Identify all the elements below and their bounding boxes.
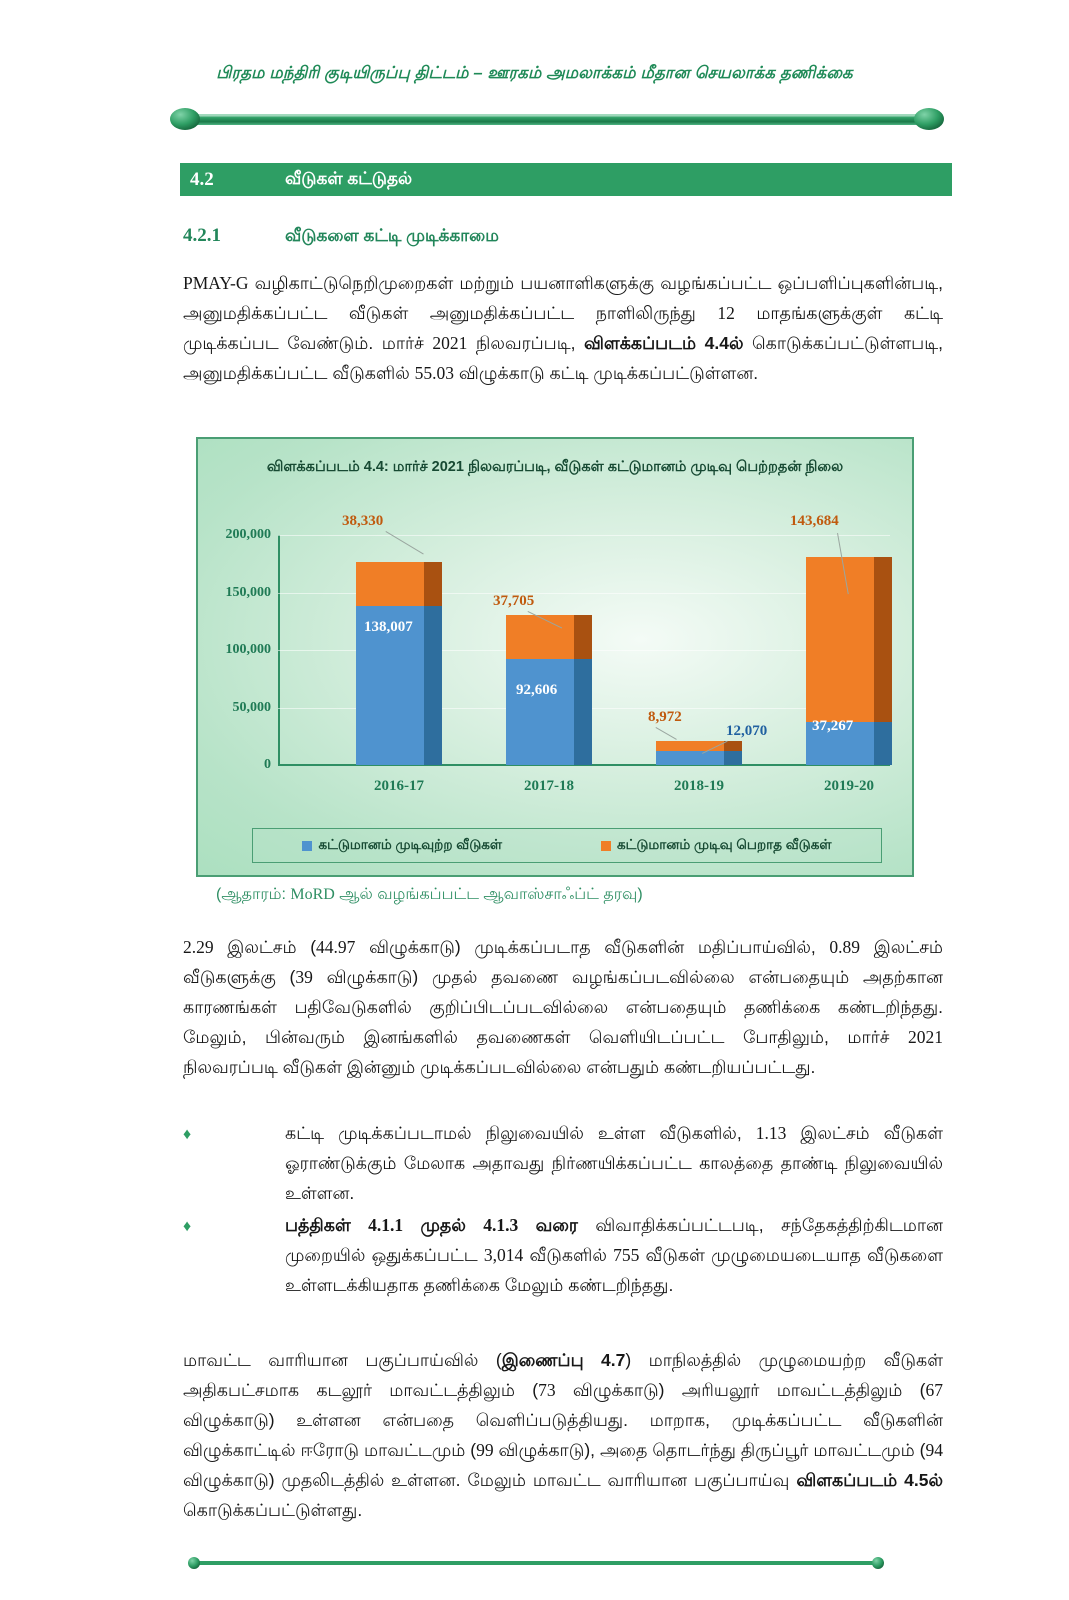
bar-front: [506, 615, 574, 658]
legend-label-completed: கட்டுமானம் முடிவுற்ற வீடுகள்: [318, 836, 503, 852]
b2-seg-f: விவாதிக்கப்பட்டபடி, சந்தேகத்திற்கிடமான முறையில் ஒதுக்கப்பட்ட: [285, 1215, 944, 1265]
legend-item-incomplete: [601, 837, 832, 855]
para1-seg-d: மாதங்களுக்குள் கட்டி முடிக்கப்பட வேண்டும். மார்ச்: [183, 303, 943, 353]
chart-title: விளக்கப்படம் 4.4: மார்ச் 2021 நிலவரப்படி, வீடுகள் கட்டுமானம் முடிவு பெற்றதன் நிலை: [266, 459, 844, 475]
para2-seg-b: இலட்சம் (: [213, 937, 317, 957]
figure-source-caption: [216, 885, 643, 905]
data-label-completed-2019-20: 37,267: [812, 718, 854, 734]
figure-4-4-chart: [196, 437, 914, 877]
para3-seg-a: மாவட்ட வாரியான பகுப்பாய்வில் (: [183, 1350, 502, 1370]
paragraph-district-analysis: [183, 1345, 943, 1525]
running-header: பிரதம மந்திரி குடியிருப்பு திட்டம் – ஊரகம் அமலாக்கம் மீதான செயலாக்க தணிக்கை: [216, 64, 853, 82]
b1-seg-a: கட்டி முடிக்கப்படாமல் நிலுவையில் உள்ள வீடுகளில்,: [285, 1123, 756, 1143]
para3-seg-e: விழுக்காடு) அரியலூர் மாவட்டத்திலும் (: [555, 1380, 926, 1400]
legend-swatch-icon: [302, 841, 312, 851]
subsection-number: 4.2.1: [183, 225, 221, 246]
para3-seg-f: 67: [925, 1380, 944, 1400]
para1-seg-b: வழிகாட்டுநெறிமுறைகள் மற்றும் பயனாளிகளுக்கு வழங்கப்பட்ட ஒப்பளிப்புகளின்படி, அனுமதிக்கப்பட்ட வீடுகள் அனுமதிக்கப்பட்ட நாளிலிருந்து: [183, 273, 943, 323]
paragraph-findings: [183, 932, 943, 1082]
para1-seg-e: 2021: [432, 333, 468, 353]
b2-seg-g: 3,014: [483, 1245, 524, 1265]
subsection-title: வீடுகளை கட்டி முடிக்காமை: [285, 226, 499, 245]
section-title: வீடுகள் கட்டுதல்: [285, 168, 413, 188]
b2-seg-c: முதல்: [403, 1215, 484, 1235]
y-tick-0: 0: [264, 757, 271, 772]
bar-side: [874, 722, 892, 765]
bullet-2-text: [223, 1210, 943, 1300]
para3-annex-ref: இணைப்பு 4.7: [501, 1350, 626, 1370]
bar-side: [724, 751, 742, 765]
bar-side: [574, 615, 592, 658]
diamond-bullet-icon: ♦: [183, 1218, 192, 1235]
para1-seg-c: 12: [717, 303, 735, 323]
bar-segment-completed: [656, 751, 742, 765]
para3-seg-g: விழுக்காடு) உள்ளன என்பதை வெளிப்படுத்தியது. மாறாக, முடிக்கப்பட்ட வீடுகளின் விழுக்காட்டில் ஈரோடு மாவட்டமும் (: [183, 1410, 943, 1460]
paragraph-intro: [183, 268, 943, 388]
bar-segment-incomplete: [656, 741, 742, 751]
bar-segment-completed: [506, 659, 592, 766]
para2-seg-d: விழுக்காடு) முடிக்கப்படாத வீடுகளின் மதிப்பாய்வில்,: [355, 937, 830, 957]
gridline: [278, 535, 890, 536]
data-label-completed-2018-19: 12,070: [726, 723, 768, 739]
b2-seg-a: பத்திகள்: [285, 1215, 369, 1235]
data-label-incomplete-2016-17: 38,330: [342, 513, 384, 529]
header-decorative-rule: [168, 108, 946, 132]
para2-seg-c: 44.97: [316, 937, 356, 957]
b2-seg-b: 4.1.1: [368, 1215, 404, 1235]
chart-plot-area: [225, 513, 890, 794]
para2-seg-a: 2.29: [183, 937, 214, 957]
para1-seg-h: கொடுக்கப்பட்டுள்ளபடி, அனுமதிக்கப்பட்ட வீடுகளில்: [183, 333, 943, 383]
b2-seg-j: வீடுகள் முழுமையடையாத வீடுகளை உள்ளடக்கியதாக தணிக்கை மேலும் கண்டறிந்தது.: [285, 1245, 943, 1295]
bar-side: [724, 741, 742, 751]
para2-seg-h: விழுக்காடு) முதல் தவணை வழங்கப்படவில்லை என்பதையும் அதற்கான காரணங்கள் பதிவேடுகளில் குறிப்பிடப்படவில்லை என்பதையும் தணிக்கை கண்டறிந்தது. மேலும், பின்வரும் இனங்களில் தவணைகள் வெளியிடப்பட்ட போதிலும், மார்ச்: [183, 967, 943, 1047]
y-tick-200000: 200,000: [225, 527, 271, 542]
para3-seg-m: கொடுக்கப்பட்டுள்ளது.: [183, 1500, 363, 1520]
data-label-completed-2016-17: 138,007: [364, 619, 413, 635]
para3-seg-i: விழுக்காடு), அதை தொடர்ந்து திருப்பூர் மாவட்டமும் (: [493, 1440, 926, 1460]
bar-front: [656, 751, 724, 765]
bar-front: [356, 562, 424, 606]
diamond-bullet-icon: ♦: [183, 1126, 192, 1143]
b2-seg-h: வீடுகளில்: [523, 1245, 614, 1265]
b1-seg-b: 1.13: [755, 1123, 787, 1143]
para1-seg-a: PMAY-G: [183, 273, 249, 293]
x-tick-2019-20: 2019-20: [824, 778, 874, 794]
para3-seg-d: 73: [538, 1380, 556, 1400]
para3-figure-ref: விளகப்படம் 4.5ல்: [796, 1470, 943, 1490]
b1-seg-c: இலட்சம் வீடுகள் ஓராண்டுக்கும் மேலாக அதாவது நிர்ணயிக்கப்பட்ட காலத்தை தாண்டி நிலுவையில் உள்ளன.: [285, 1123, 944, 1203]
b2-seg-d: 4.1.3: [483, 1215, 519, 1235]
leader-line: [656, 727, 677, 740]
chart-legend: [252, 828, 882, 863]
data-label-completed-2017-18: 92,606: [516, 682, 558, 698]
bar-side: [874, 557, 892, 722]
y-tick-50000: 50,000: [232, 699, 271, 715]
legend-item-completed: [302, 837, 502, 855]
para2-seg-i: 2021: [908, 1027, 943, 1047]
x-tick-2018-19: 2018-19: [674, 778, 724, 794]
data-label-incomplete-2019-20: 143,684: [790, 513, 839, 529]
para3-seg-j: 94: [925, 1440, 943, 1460]
bullet-item-pending-houses: [183, 1118, 943, 1208]
para1-seg-j: விழுக்காடு கட்டி முடிக்கப்பட்டுள்ளன.: [454, 363, 759, 383]
bar-front: [806, 557, 874, 722]
y-tick-100000: 100,000: [225, 642, 271, 657]
para1-seg-f: நிலவரப்படி,: [467, 333, 584, 353]
para1-figure-ref: விளக்கப்படம் 4.4ல்: [584, 333, 744, 353]
b2-seg-e: வரை: [518, 1215, 578, 1235]
source-organisation: MoRD: [290, 886, 335, 903]
data-label-incomplete-2017-18: 37,705: [493, 593, 535, 609]
para2-seg-f: இலட்சம் வீடுகளுக்கு (: [183, 937, 943, 987]
bar-segment-incomplete: [356, 562, 442, 606]
section-heading-bar: [180, 163, 952, 196]
b2-seg-i: 755: [613, 1245, 640, 1265]
para3-seg-h: 99: [476, 1440, 494, 1460]
x-tick-2016-17: 2016-17: [374, 778, 424, 794]
bar-side: [574, 659, 592, 766]
source-prefix: (ஆதாரம்:: [216, 886, 291, 903]
footer-decorative-rule: [186, 1556, 886, 1570]
bullet-1-text: [223, 1118, 943, 1208]
bar-side: [424, 562, 442, 606]
section-number: 4.2: [190, 168, 214, 190]
para3-seg-c: ) மாநிலத்தில் முழுமையற்ற வீடுகள் அதிகபட்சமாக கடலூர் மாவட்டத்திலும் (: [183, 1350, 943, 1400]
y-tick-150000: 150,000: [225, 584, 271, 600]
para2-seg-g: 39: [295, 967, 313, 987]
bar-front: [506, 659, 574, 766]
para2-seg-e: 0.89: [829, 937, 861, 957]
subsection-heading: [183, 225, 955, 248]
x-tick-2017-18: 2017-18: [524, 778, 574, 794]
para1-seg-i: 55.03: [414, 363, 454, 383]
legend-swatch-icon: [601, 841, 611, 851]
para2-seg-j: நிலவரப்படி வீடுகள் இன்னும் முடிக்கப்படவில்லை என்பதும் கண்டறியப்பட்டது.: [183, 1057, 816, 1077]
legend-label-incomplete: கட்டுமானம் முடிவு பெறாத வீடுகள்: [616, 836, 832, 852]
source-suffix: ஆல் வழங்கப்பட்ட ஆவாஸ்சாஃப்ட் தரவு): [334, 886, 643, 903]
data-label-incomplete-2018-19: 8,972: [648, 709, 682, 725]
para3-seg-k: விழுக்காடு) முதலிடத்தில் உள்ளன. மேலும் மாவட்ட வாரியான பகுப்பாய்வு: [183, 1470, 797, 1490]
bar-side: [424, 606, 442, 765]
bullet-item-para-reference: [183, 1210, 943, 1300]
bar-segment-incomplete: [806, 557, 892, 722]
